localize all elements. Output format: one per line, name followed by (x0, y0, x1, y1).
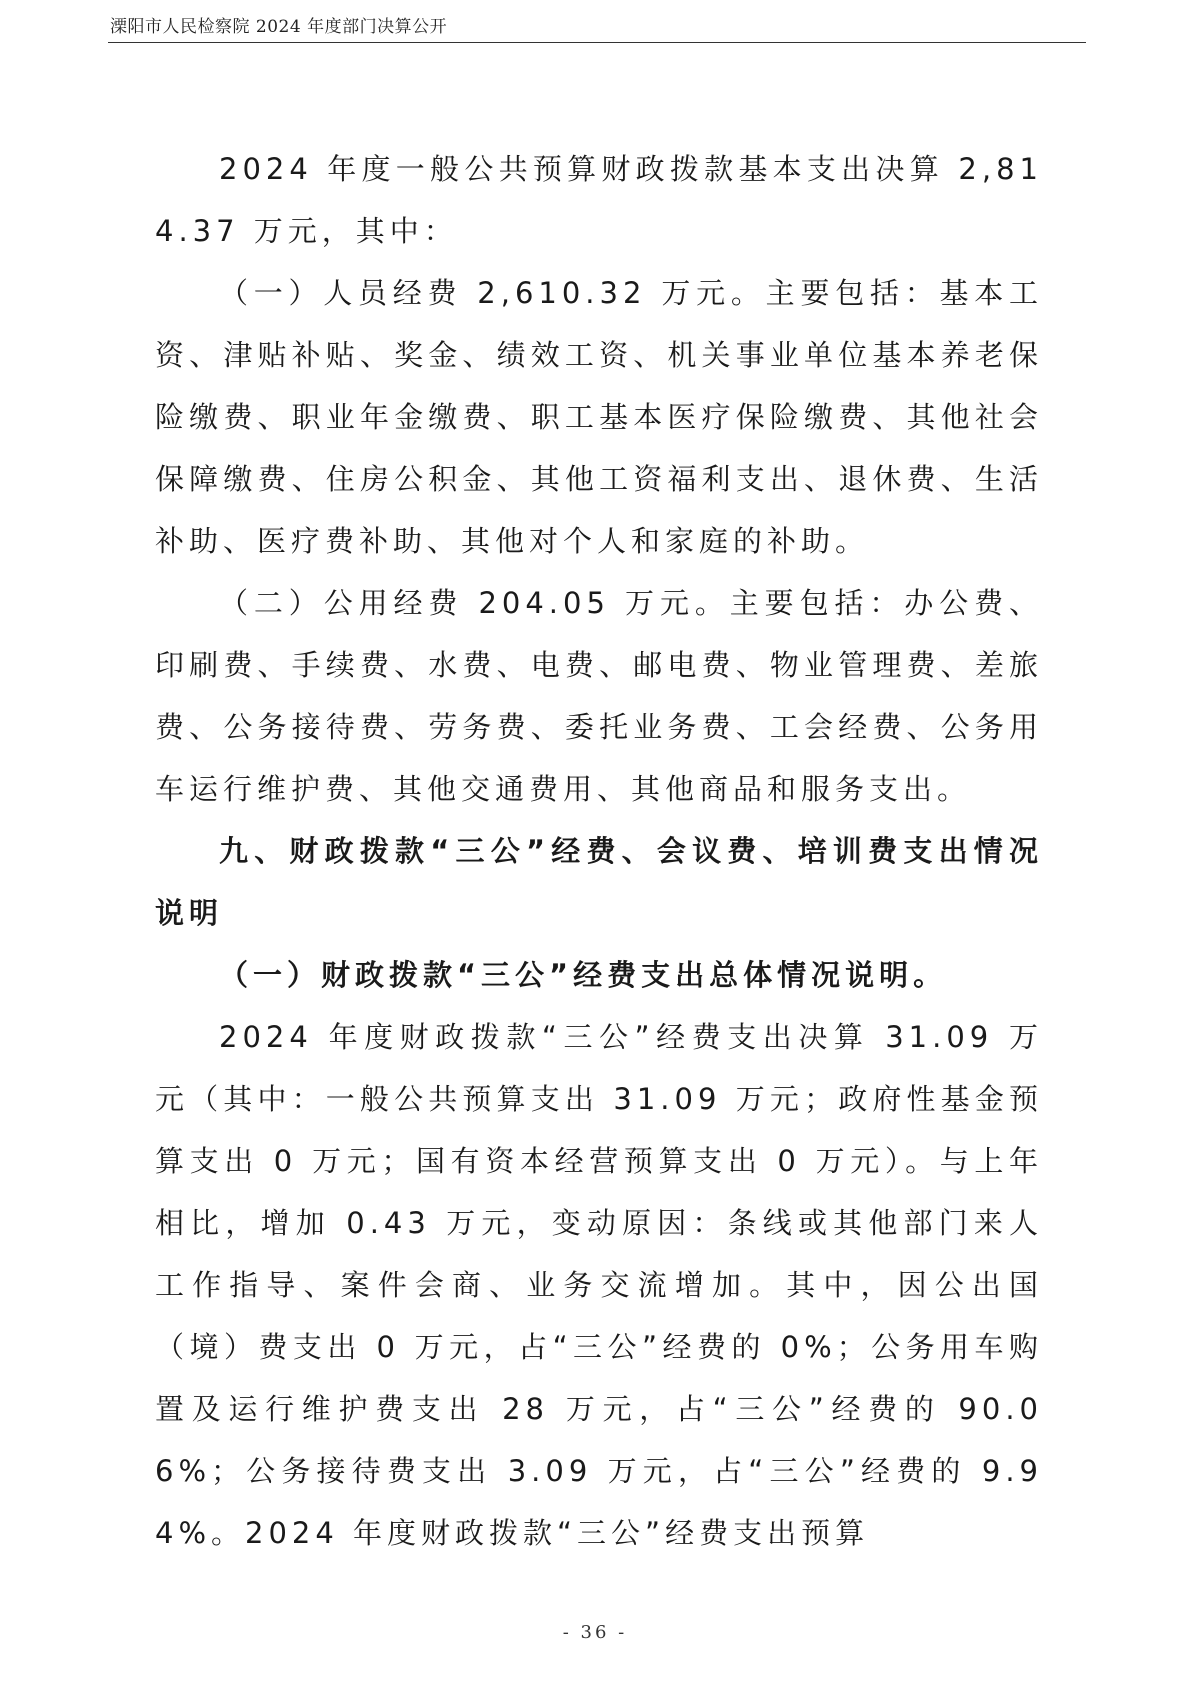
paragraph-three-public-details: 2024 年度财政拨款“三公”经费支出决算 31.09 万元（其中：一般公共预算支出 31.09 万元；政府性基金预算支出 0 万元；国有资本经营预算支出 0 万元）。与上年相比，增加 0.43 万元，变动原因：条线或其他部门来人工作指导、案件会商、业务交流增加。其中，因公出国（境）费支出 0 万元，占“三公”经费的 0%；公务用车购置及运行维护费支出 28 万元，占“三公”经费的 90.06%；公务接待费支出 3.09 万元，占“三公”经费的 9.94%。2024 年度财政拨款“三公”经费支出预算 (155, 1020, 1043, 1550)
header-divider (108, 42, 1086, 43)
section-heading-three-public: 九、财政拨款“三公”经费、会议费、培训费支出情况说明 (155, 834, 1043, 930)
paragraph-personnel-expenses: （一）人员经费 2,610.32 万元。主要包括：基本工资、津贴补贴、奖金、绩效工资、机关事业单位基本养老保险缴费、职业年金缴费、职工基本医疗保险缴费、其他社会保障缴费、住房公积金、其他工资福利支出、退休费、生活补助、医疗费补助、其他对个人和家庭的补助。 (155, 276, 1043, 558)
page-number: - 36 - (562, 1622, 628, 1643)
paragraph-basic-expenditure: 2024 年度一般公共预算财政拨款基本支出决算 2,814.37 万元，其中： (155, 152, 1043, 248)
document-header: 溧阳市人民检察院 2024 年度部门决算公开 (110, 17, 448, 37)
document-body (155, 138, 1043, 1564)
paragraph-public-expenses: （二）公用经费 204.05 万元。主要包括：办公费、印刷费、手续费、水费、电费、邮电费、物业管理费、差旅费、公务接待费、劳务费、委托业务费、工会经费、公务用车运行维护费、其他交通费用、其他商品和服务支出。 (155, 586, 1043, 806)
subsection-heading-overview: （一）财政拨款“三公”经费支出总体情况说明。 (219, 958, 948, 992)
